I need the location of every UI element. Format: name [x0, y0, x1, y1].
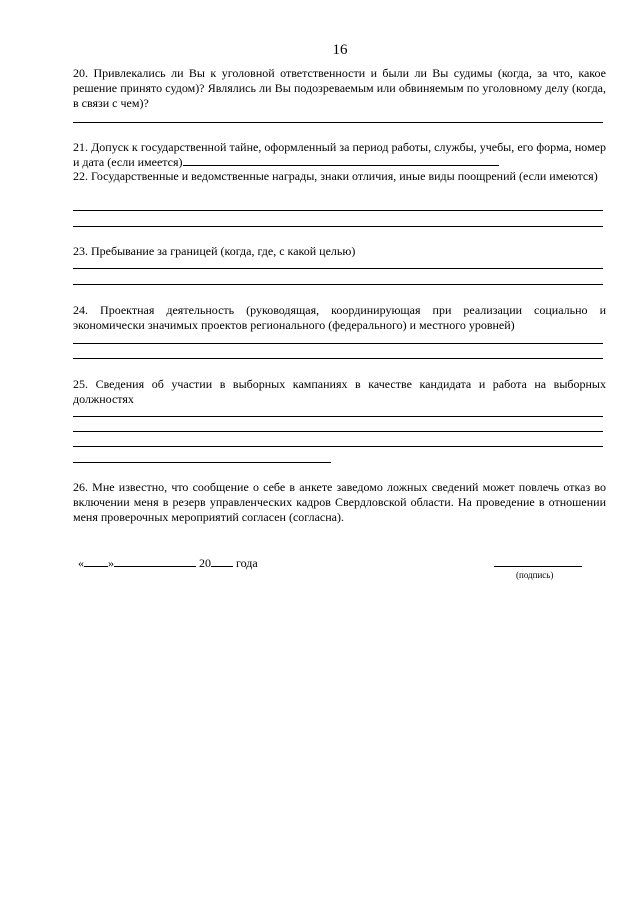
- answer-line-22b[interactable]: [73, 226, 603, 227]
- question-21-text: 21. Допуск к государственной тайне, оформленный за период работы, службы, учебы, его форма, номер и дата (если имеется): [73, 140, 606, 169]
- answer-line-24a[interactable]: [73, 343, 603, 344]
- page-number: 16: [332, 42, 348, 58]
- answer-line-23b[interactable]: [73, 284, 603, 285]
- date-open-quote: «: [78, 556, 84, 570]
- question-23: 23. Пребывание за границей (когда, где, с какой целью): [73, 244, 356, 258]
- year-prefix: 20: [199, 556, 211, 570]
- question-26-statement: 26. Мне известно, что сообщение о себе в анкете заведомо ложных сведений может повлечь отказ во включении меня в резерв управленческих кадров Свердловской области. На проведение в отношении меня проверочных мероприятий согласен (согласна).: [73, 480, 606, 524]
- date-row: [78, 556, 258, 571]
- question-22: 22. Государственные и ведомственные награды, знаки отличия, иные виды поощрений (если имеются): [73, 169, 598, 183]
- answer-line-25b[interactable]: [73, 431, 603, 432]
- answer-line-22a[interactable]: [73, 210, 603, 211]
- answer-line-20[interactable]: [73, 122, 603, 123]
- date-close-quote: »: [108, 556, 114, 570]
- question-21: [73, 140, 606, 170]
- answer-line-24b[interactable]: [73, 358, 603, 359]
- question-20: 20. Привлекались ли Вы к уголовной ответственности и были ли Вы судимы (когда, за что, какое решение принято судом)? Являлись ли Вы подозреваемым или обвиняемым по уголовному делу (когда, в связи с чем)?: [73, 66, 606, 110]
- month-field[interactable]: [114, 556, 196, 567]
- signature-line[interactable]: [494, 566, 582, 567]
- year-field[interactable]: [211, 556, 233, 567]
- answer-line-23a[interactable]: [73, 268, 603, 269]
- signature-caption: (подпись): [516, 570, 554, 580]
- answer-line-25c[interactable]: [73, 446, 603, 447]
- question-24: 24. Проектная деятельность (руководящая, координирующая при реализации социально и экономически значимых проектов регионального (федерального) и местного уровней): [73, 303, 606, 332]
- year-suffix: года: [236, 556, 258, 570]
- answer-line-25d[interactable]: [73, 462, 331, 463]
- question-25: 25. Сведения об участии в выборных кампаниях в качестве кандидата и работа на выборных должностях: [73, 377, 606, 406]
- answer-line-21[interactable]: [183, 155, 499, 166]
- answer-line-25a[interactable]: [73, 416, 603, 417]
- day-field[interactable]: [84, 556, 108, 567]
